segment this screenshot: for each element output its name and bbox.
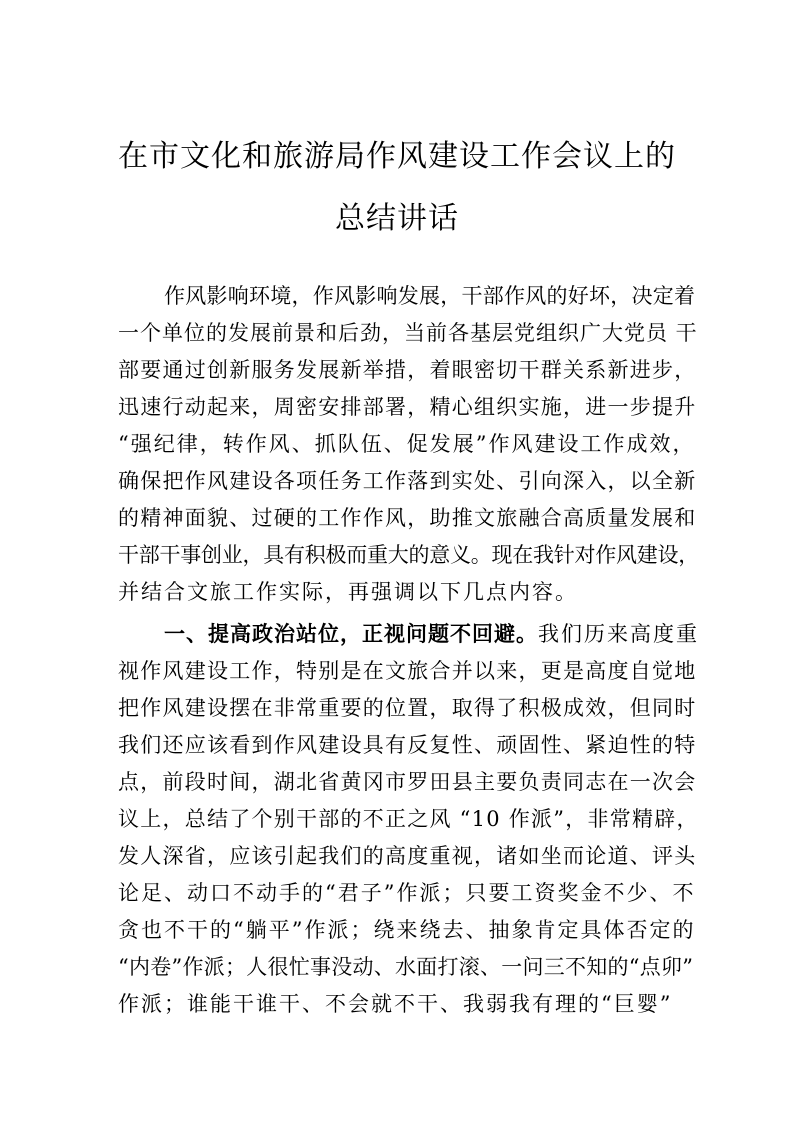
paragraph-line: 迅速行动起来，周密安排部署，精心组织实施，进一步提升 <box>118 395 697 419</box>
paragraph-line: 干部干事创业，具有积极而重大的意义。现在我针对作风建设， <box>118 543 699 567</box>
paragraph-line: 议上，总结了个别干部的不正之风 “10 作派”，非常精辟， <box>118 807 699 831</box>
paragraph-line: 把作风建设摆在非常重要的位置，取得了积极成效，但同时 <box>118 696 697 720</box>
paragraph-line: 点，前段时间，湖北省黄冈市罗田县主要负责同志在一次会 <box>118 770 697 794</box>
paragraph-line: 作风影响环境，作风影响发展，干部作风的好坏，决定着 <box>164 284 696 308</box>
paragraph-line: 视作风建设工作，特别是在文旅合并以来，更是高度自觉地 <box>118 659 697 683</box>
document-title-line-1: 在市文化和旅游局作风建设工作会议上的 <box>118 139 676 174</box>
document-title-line-2: 总结讲话 <box>335 201 459 236</box>
paragraph-line: 一个单位的发展前景和后劲，当前各基层党组织广大党员 干 <box>118 321 698 345</box>
section-1-first-line <box>164 619 699 649</box>
paragraph-line: 确保把作风建设各项任务工作落到实处、引向深入，以全新 <box>118 469 697 493</box>
section-1-first-line-text: 我们历来高度重 <box>538 622 699 646</box>
paragraph-line: 我们还应该看到作风建设具有反复性、顽固性、紧迫性的特 <box>118 733 697 757</box>
section-heading: 一、提高政治站位，正视问题不回避。 <box>164 622 538 646</box>
paragraph-line: 并结合文旅工作实际，再强调以下几点内容。 <box>118 580 578 604</box>
paragraph-line: “内卷”作派；人很忙事没动、水面打滚、一问三不知的“点卯” <box>118 955 694 979</box>
paragraph-line: “强纪律，转作风、抓队伍、促发展”作风建设工作成效， <box>118 432 696 456</box>
paragraph-line: 作派；谁能干谁干、不会就不干、我弱我有理的“巨婴” <box>118 992 673 1016</box>
paragraph-line: 部要通过创新服务发展新举措，着眼密切干群关系新进步， <box>118 358 697 382</box>
paragraph-line: 论足、动口不动手的“君子”作派；只要工资奖金不少、不 <box>118 881 696 905</box>
paragraph-line: 发人深省，应该引起我们的高度重视，诸如坐而论道、评头 <box>118 844 697 868</box>
paragraph-line: 贪也不干的“躺平”作派；绕来绕去、抽象肯定具体否定的 <box>118 918 696 942</box>
paragraph-line: 的精神面貌、过硬的工作作风，助推文旅融合高质量发展和 <box>118 506 697 530</box>
